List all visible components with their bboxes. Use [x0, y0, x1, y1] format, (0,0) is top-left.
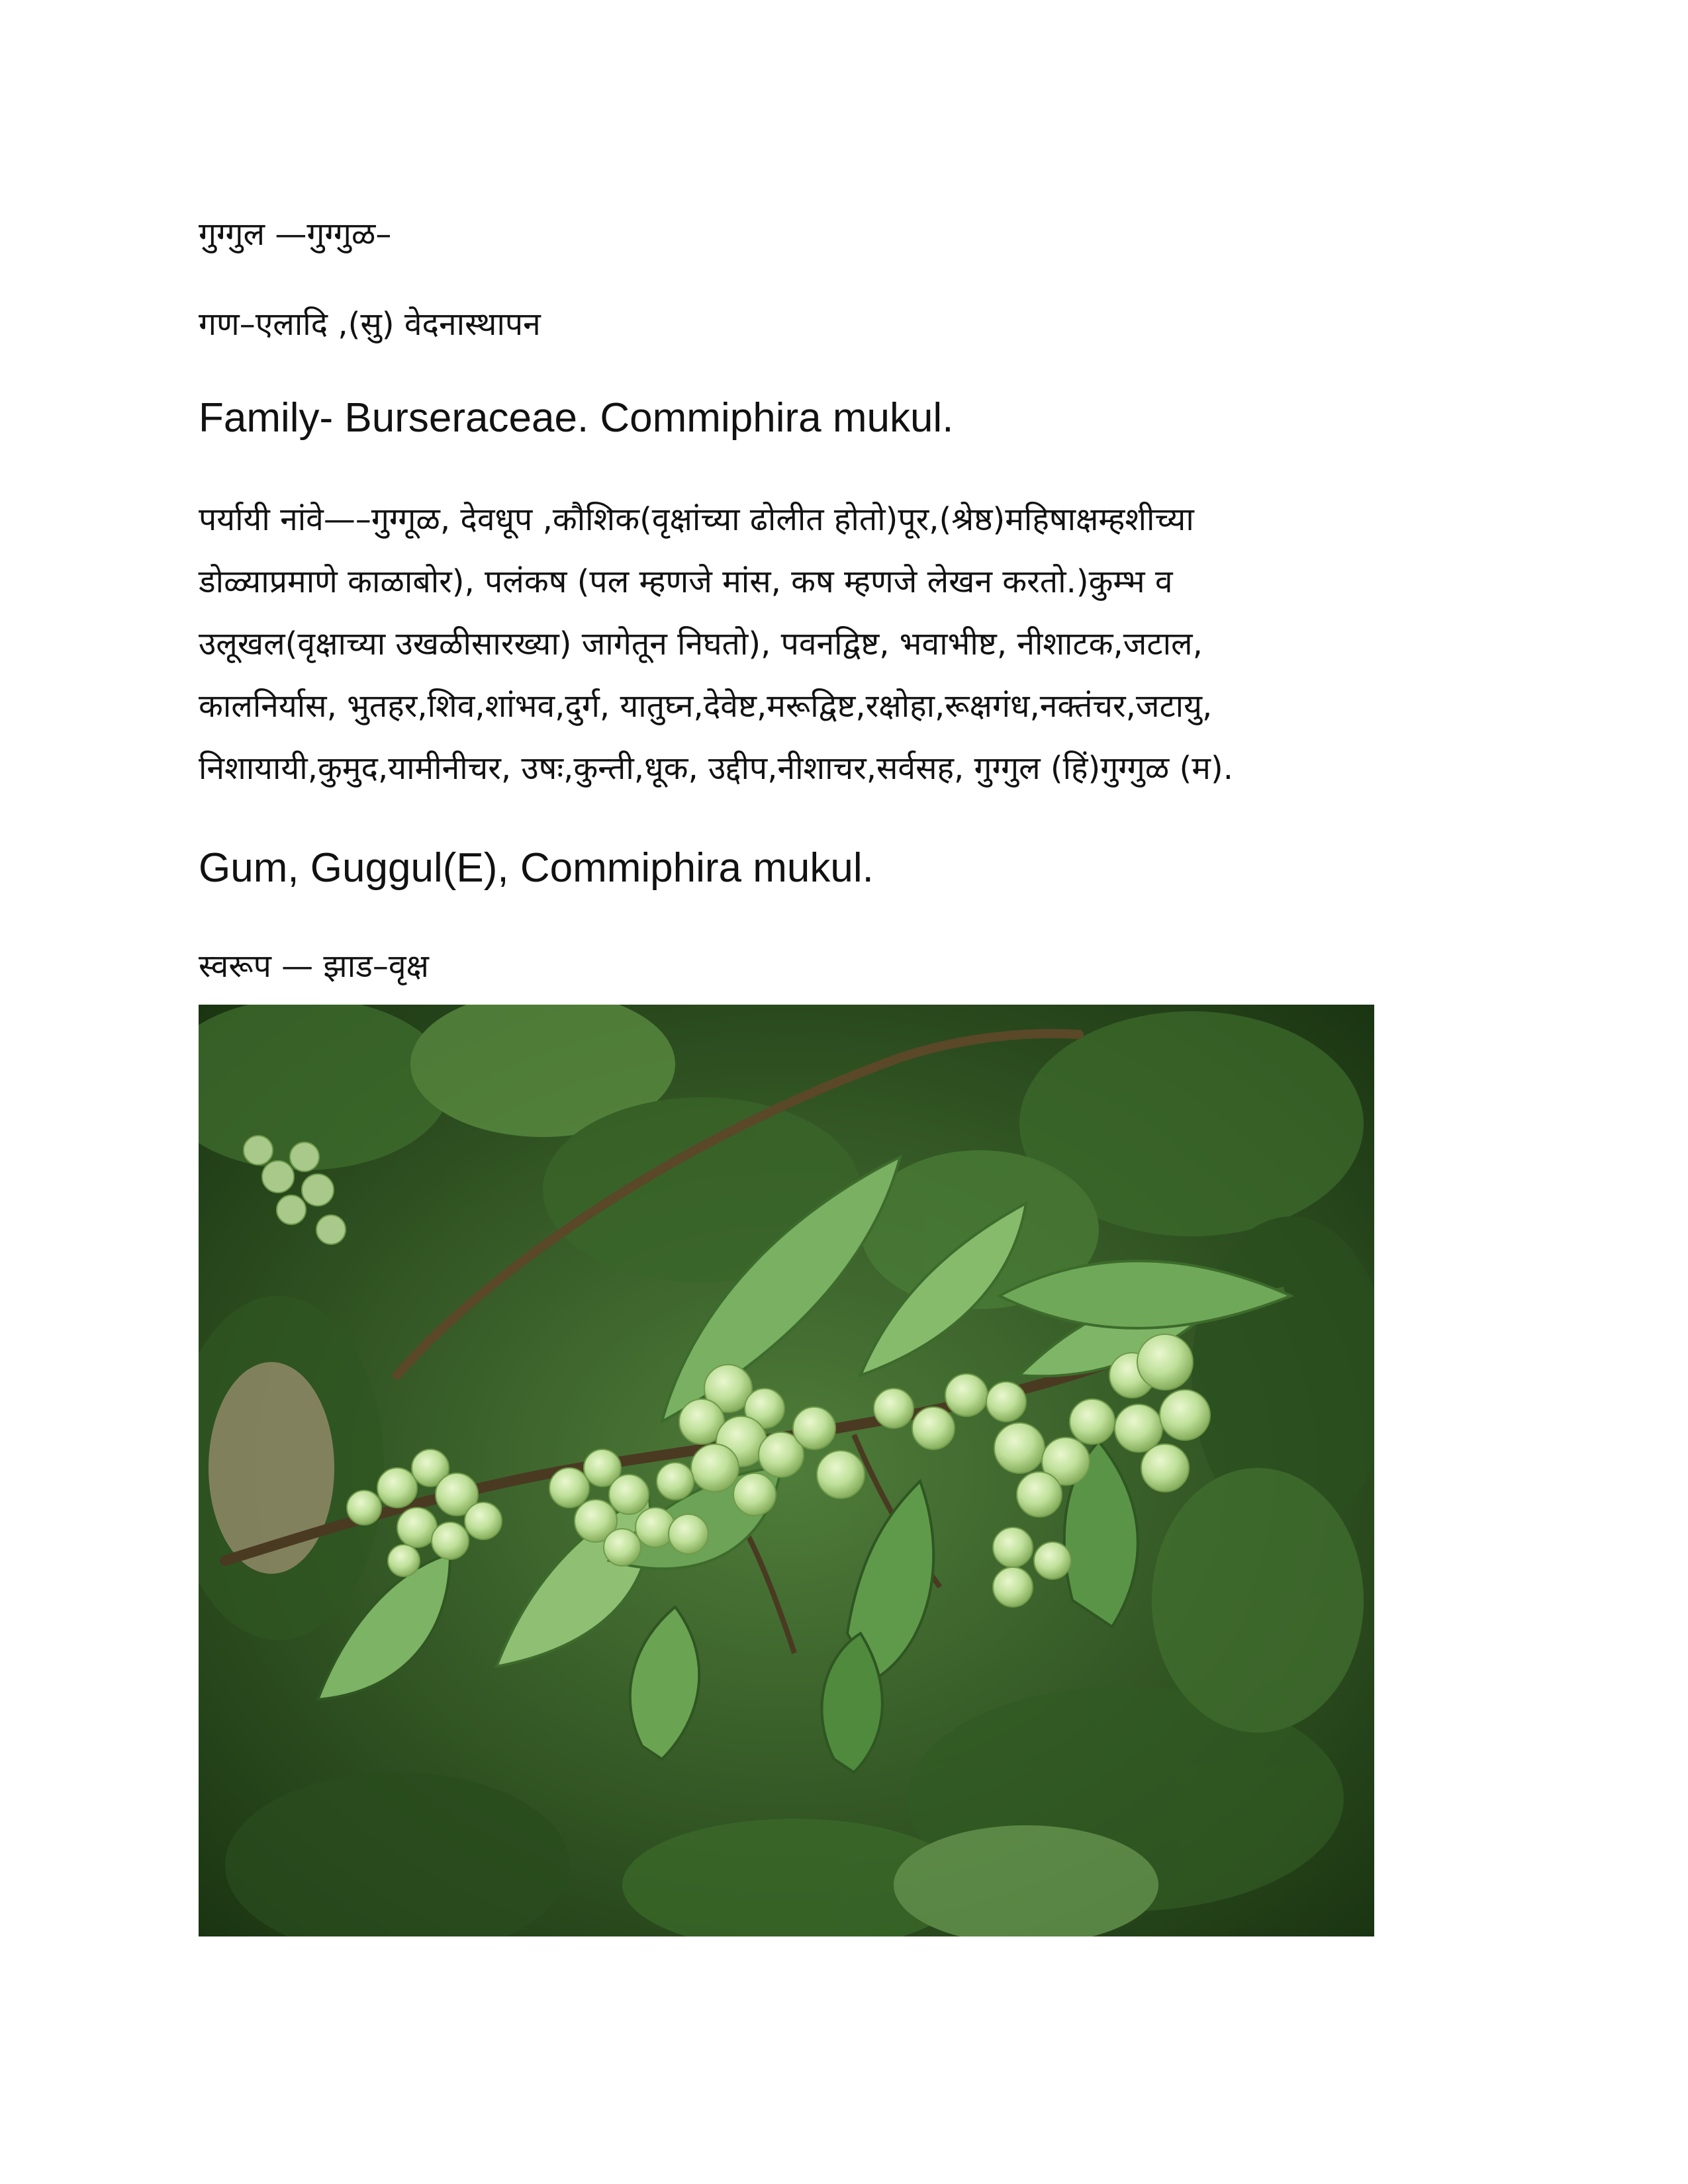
- title-heading: गुग्गुल —गुग्गुळ–: [199, 216, 392, 253]
- synonyms-line: पर्यायी नांवे—–गुग्गूळ, देवधूप ,कौशिक(वृक्षांच्या ढोलीत होतो)पूर,(श्रेष्ठ)महिषाक्षम्हशीच्या: [199, 501, 1194, 538]
- synonyms-line: उलूखल(वृक्षाच्या उखळीसारख्या) जागेतून निघतो), पवनद्विष्ट, भवाभीष्ट, नीशाटक,जटाल,: [199, 625, 1203, 662]
- synonyms-line: कालनिर्यास, भुतहर,शिव,शांभव,दुर्ग, यातुघ्न,देवेष्ट,मरूद्विष्ट,रक्षोहा,रूक्षगंध,नक्तंचर,जटायु,: [199, 688, 1213, 725]
- svarup-line: स्वरूप — झाड–वृक्ष: [199, 948, 429, 985]
- plant-illustration: [199, 1005, 1374, 1936]
- synonyms-line: निशायायी,कुमुद,यामीनीचर, उषः,कुन्ती,धूक, उद्दीप,नीशाचर,सर्वसह, गुग्गुल (हिं)गुग्गुळ (म).: [199, 750, 1233, 787]
- family-line: Family- Burseraceae. Commiphira mukul.: [199, 395, 954, 441]
- synonyms-paragraph: [199, 488, 1456, 799]
- gana-line: गण–एलादि ,(सु) वेदनास्थापन: [199, 306, 541, 343]
- common-names-line: Gum, Guggul(E), Commiphira mukul.: [199, 845, 874, 891]
- synonyms-line: डोळ्याप्रमाणे काळाबोर), पलंकष (पल म्हणजे मांस, कष म्हणजे लेखन करतो.)कुम्भ व: [199, 563, 1173, 600]
- guggul-plant-photo: [199, 1005, 1374, 1936]
